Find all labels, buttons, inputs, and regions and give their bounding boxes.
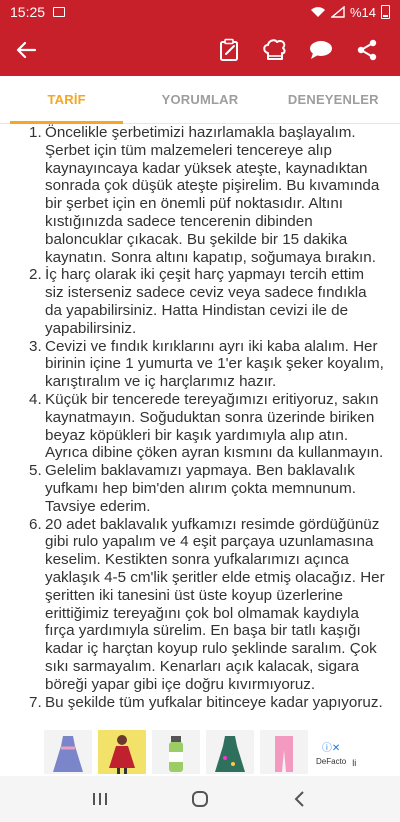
chevron-left-icon (293, 790, 307, 808)
step-number: 7. (29, 693, 42, 711)
back-button[interactable] (0, 24, 52, 76)
step-number: 2. (29, 266, 42, 284)
recent-apps-button[interactable] (80, 779, 120, 819)
status-time: 15:25 (10, 4, 46, 20)
step-number: 6. (29, 515, 42, 533)
dress-image (51, 734, 85, 774)
step-text: Bu şekilde tüm yufkalar bitinceye kadar yapıyoruz. (45, 693, 383, 711)
tab-tried[interactable]: DENEYENLER (287, 92, 379, 107)
ad-trailing-text: li (352, 758, 357, 768)
list-item (20, 266, 386, 337)
step-text: Küçük bir tencerede tereyağımızı eritiyoruz, sakın kaynatmayın. Soğuduktan sonra üzerinde biriken beyaz köpükleri bir kaşık yardımıyla alıp atın. Ayrıca dibine çöken ayran kısmını da kullanmayın. (45, 390, 384, 462)
leggings-image (269, 734, 299, 774)
share-button[interactable] (344, 24, 390, 76)
list-item (20, 694, 386, 712)
ad-product-image[interactable] (260, 730, 308, 774)
app-bar (0, 24, 400, 76)
step-number: 3. (29, 337, 42, 355)
signal-icon (331, 6, 345, 18)
list-item (20, 516, 386, 694)
gallery-notification-icon (53, 7, 65, 17)
ad-brand-area[interactable] (316, 739, 346, 766)
step-number: 4. (29, 390, 42, 408)
bottle-image (166, 734, 186, 774)
home-icon (190, 789, 210, 809)
chat-bubble-icon (309, 40, 333, 60)
battery-icon (381, 5, 390, 19)
step-number: 1. (29, 124, 42, 141)
battery-percent: %14 (349, 4, 376, 20)
tab-recipe[interactable]: TARİF (0, 76, 133, 123)
recipe-steps-container[interactable] (0, 124, 400, 728)
ad-product-image[interactable] (206, 730, 254, 774)
chef-hat-button[interactable] (252, 24, 298, 76)
chef-hat-icon (262, 38, 288, 62)
step-text: Gelelim baklavamızı yapmaya. Ben baklavalık yufkamı hep bim'den alırım çokta memnunum. Tavsiye ederim. (45, 462, 356, 515)
recipe-tabs (0, 76, 400, 124)
step-text: 20 adet baklavalık yufkamızı resimde gördüğünüz gibi rulo yapalım ve 4 eşit parçaya uzunlamasına keselim. Kestikten sonra yufkalarımızı açınca yaklaşık 4-5 cm'lik şeritler elde etmiş olacağız. Her şeritten iki tanesini üst üste koyup üzerlerine erittiğimiz tereyağını çok bol olmamak kaydıyla fırça yardımıyla sürelim. En başa bir tatlı kaşığı kadar iç harçtan koyup rulo şeklinde saralım. Çok sıkı sarmayalım. Kenarları açık kalacak, sigara böreği yapar gibi içe doğru kıvırmıyoruz. (45, 515, 385, 693)
back-nav-button[interactable] (280, 779, 320, 819)
ad-product-image[interactable] (98, 730, 146, 774)
ad-brand-name: DeFacto (316, 756, 347, 766)
list-item (20, 462, 386, 515)
app-bar-actions (206, 24, 390, 76)
list-item (20, 338, 386, 391)
tab-comments[interactable]: YORUMLAR (161, 92, 239, 107)
back-arrow-icon (16, 41, 36, 59)
dress-image (213, 734, 247, 774)
comments-button[interactable] (298, 24, 344, 76)
home-button[interactable] (180, 779, 220, 819)
shopping-list-button[interactable] (206, 24, 252, 76)
status-right (310, 5, 390, 20)
step-text: Cevizi ve fındık kırıklarını ayrı iki kaba alalım. Her birinin içine 1 yumurta ve 1'er kaşık şeker koyalım, karıştıralım ve iç harçlarımız hazır. (45, 337, 384, 391)
shopping-list-icon (219, 38, 239, 62)
status-bar (0, 0, 400, 24)
recent-apps-icon (91, 791, 109, 807)
list-item (20, 391, 386, 462)
ad-banner[interactable] (44, 728, 357, 776)
ad-product-image[interactable] (152, 730, 200, 774)
step-text: Öncelikle şerbetimizi hazırlamakla başlayalım. Şerbet için tüm malzemeleri tencereye alıp kaynayıncaya kadar yüksek ateşte, kaynadıktan sonrada çok düşük ateşte pişirelim. Bu kıvamında bir şerbet için en önemli püf noktasıdır. Altını kıstığınızda sadece tencerenin dibinden baloncuklar çıkacak. Bu şekilde bir 15 dakika kaynatın. Sonra altını kapatıp, soğumaya bırakın. (45, 124, 380, 266)
step-number: 5. (29, 462, 42, 480)
dress-image (105, 734, 139, 774)
wifi-icon (310, 6, 326, 18)
share-icon (356, 39, 378, 61)
step-text: İç harç olarak iki çeşit harç yapmayı tercih ettim siz isterseniz sadece ceviz veya sadece fındıkla da yapabilirsiniz. Hatta Hindistan cevizi ile de yapabilirsiniz. (45, 266, 367, 337)
ad-product-image[interactable] (44, 730, 92, 774)
system-nav-bar (0, 776, 400, 822)
list-item (20, 124, 386, 266)
ad-choices-icon[interactable]: ⓘ✕ (321, 742, 341, 754)
recipe-steps-list (20, 124, 386, 711)
